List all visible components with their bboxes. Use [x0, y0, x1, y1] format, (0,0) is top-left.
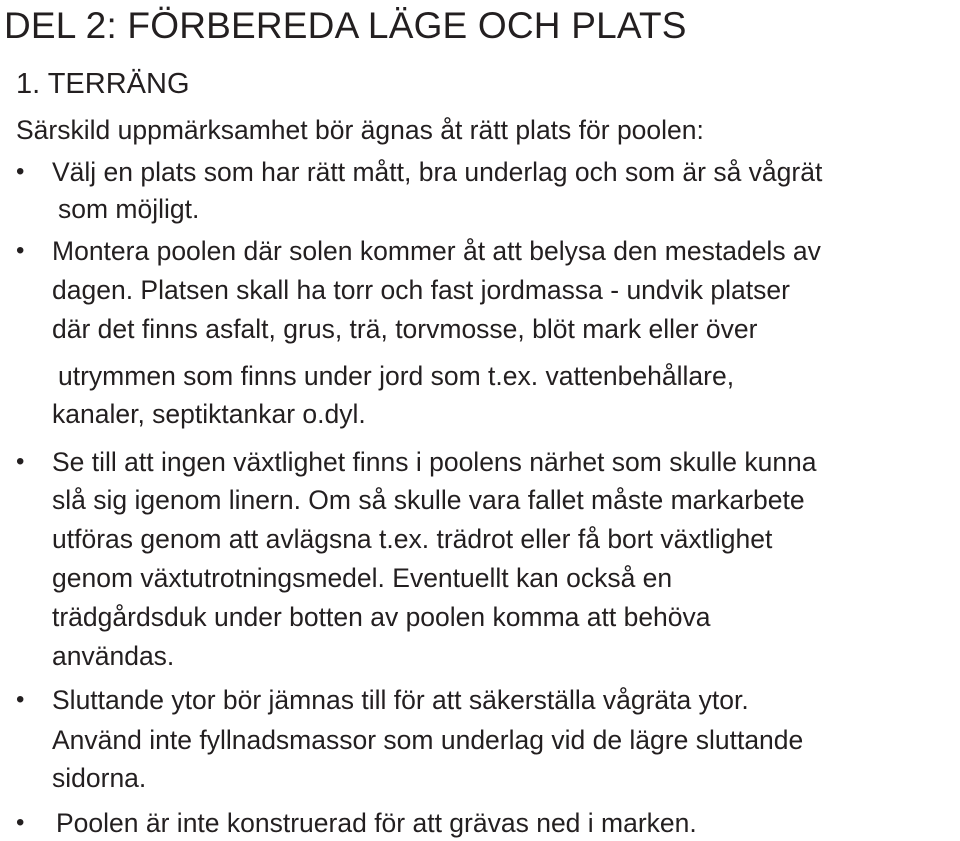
bullet-5-line-1: Poolen är inte konstruerad för att grävas ned i marken. — [56, 808, 697, 838]
bullet-3-line-5: trädgårdsduk under botten av poolen komma att behöva — [52, 602, 711, 632]
bullet-2-line-1: Montera poolen där solen kommer åt att belysa den mestadels av — [52, 236, 821, 266]
bullet-3-line-4: genom växtutrotningsmedel. Eventuellt kan också en — [52, 563, 673, 593]
bullet-1-line-2: som möjligt. — [58, 194, 200, 224]
bullet-glyph: • — [16, 237, 25, 264]
bullet-4-line-3: sidorna. — [52, 763, 147, 793]
bullet-3-line-6: användas. — [52, 641, 175, 671]
bullet-2-line-2: dagen. Platsen skall ha torr och fast jordmassa - undvik platser — [52, 275, 790, 305]
section-heading: 1. TERRÄNG — [16, 68, 190, 100]
bullet-2-line-3: där det finns asfalt, grus, trä, torvmosse, blöt mark eller över — [52, 314, 758, 344]
part-heading: DEL 2: FÖRBEREDA LÄGE OCH PLATS — [4, 5, 687, 46]
bullet-glyph: • — [16, 686, 25, 713]
bullet-2-line-4: utrymmen som finns under jord som t.ex. vattenbehållare, — [58, 361, 735, 391]
bullet-glyph: • — [16, 809, 25, 836]
bullet-3-line-3: utföras genom att avlägsna t.ex. trädrot eller få bort växtlighet — [52, 524, 773, 554]
section-intro: Särskild uppmärksamhet bör ägnas åt rätt plats för poolen: — [16, 115, 704, 145]
bullet-1-line-1: Välj en plats som har rätt mått, bra underlag och som är så vågrät — [52, 157, 823, 187]
bullet-3-line-2: slå sig igenom linern. Om så skulle vara fallet måste markarbete — [52, 485, 805, 515]
bullet-glyph: • — [16, 158, 25, 185]
bullet-4-line-2: Använd inte fyllnadsmassor som underlag vid de lägre sluttande — [52, 725, 804, 755]
bullet-2-line-5: kanaler, septiktankar o.dyl. — [52, 399, 366, 429]
bullet-4-line-1: Sluttande ytor bör jämnas till för att säkerställa vågräta ytor. — [52, 685, 749, 715]
bullet-3-line-1: Se till att ingen växtlighet finns i poolens närhet som skulle kunna — [52, 447, 817, 477]
bullet-glyph: • — [16, 448, 25, 475]
